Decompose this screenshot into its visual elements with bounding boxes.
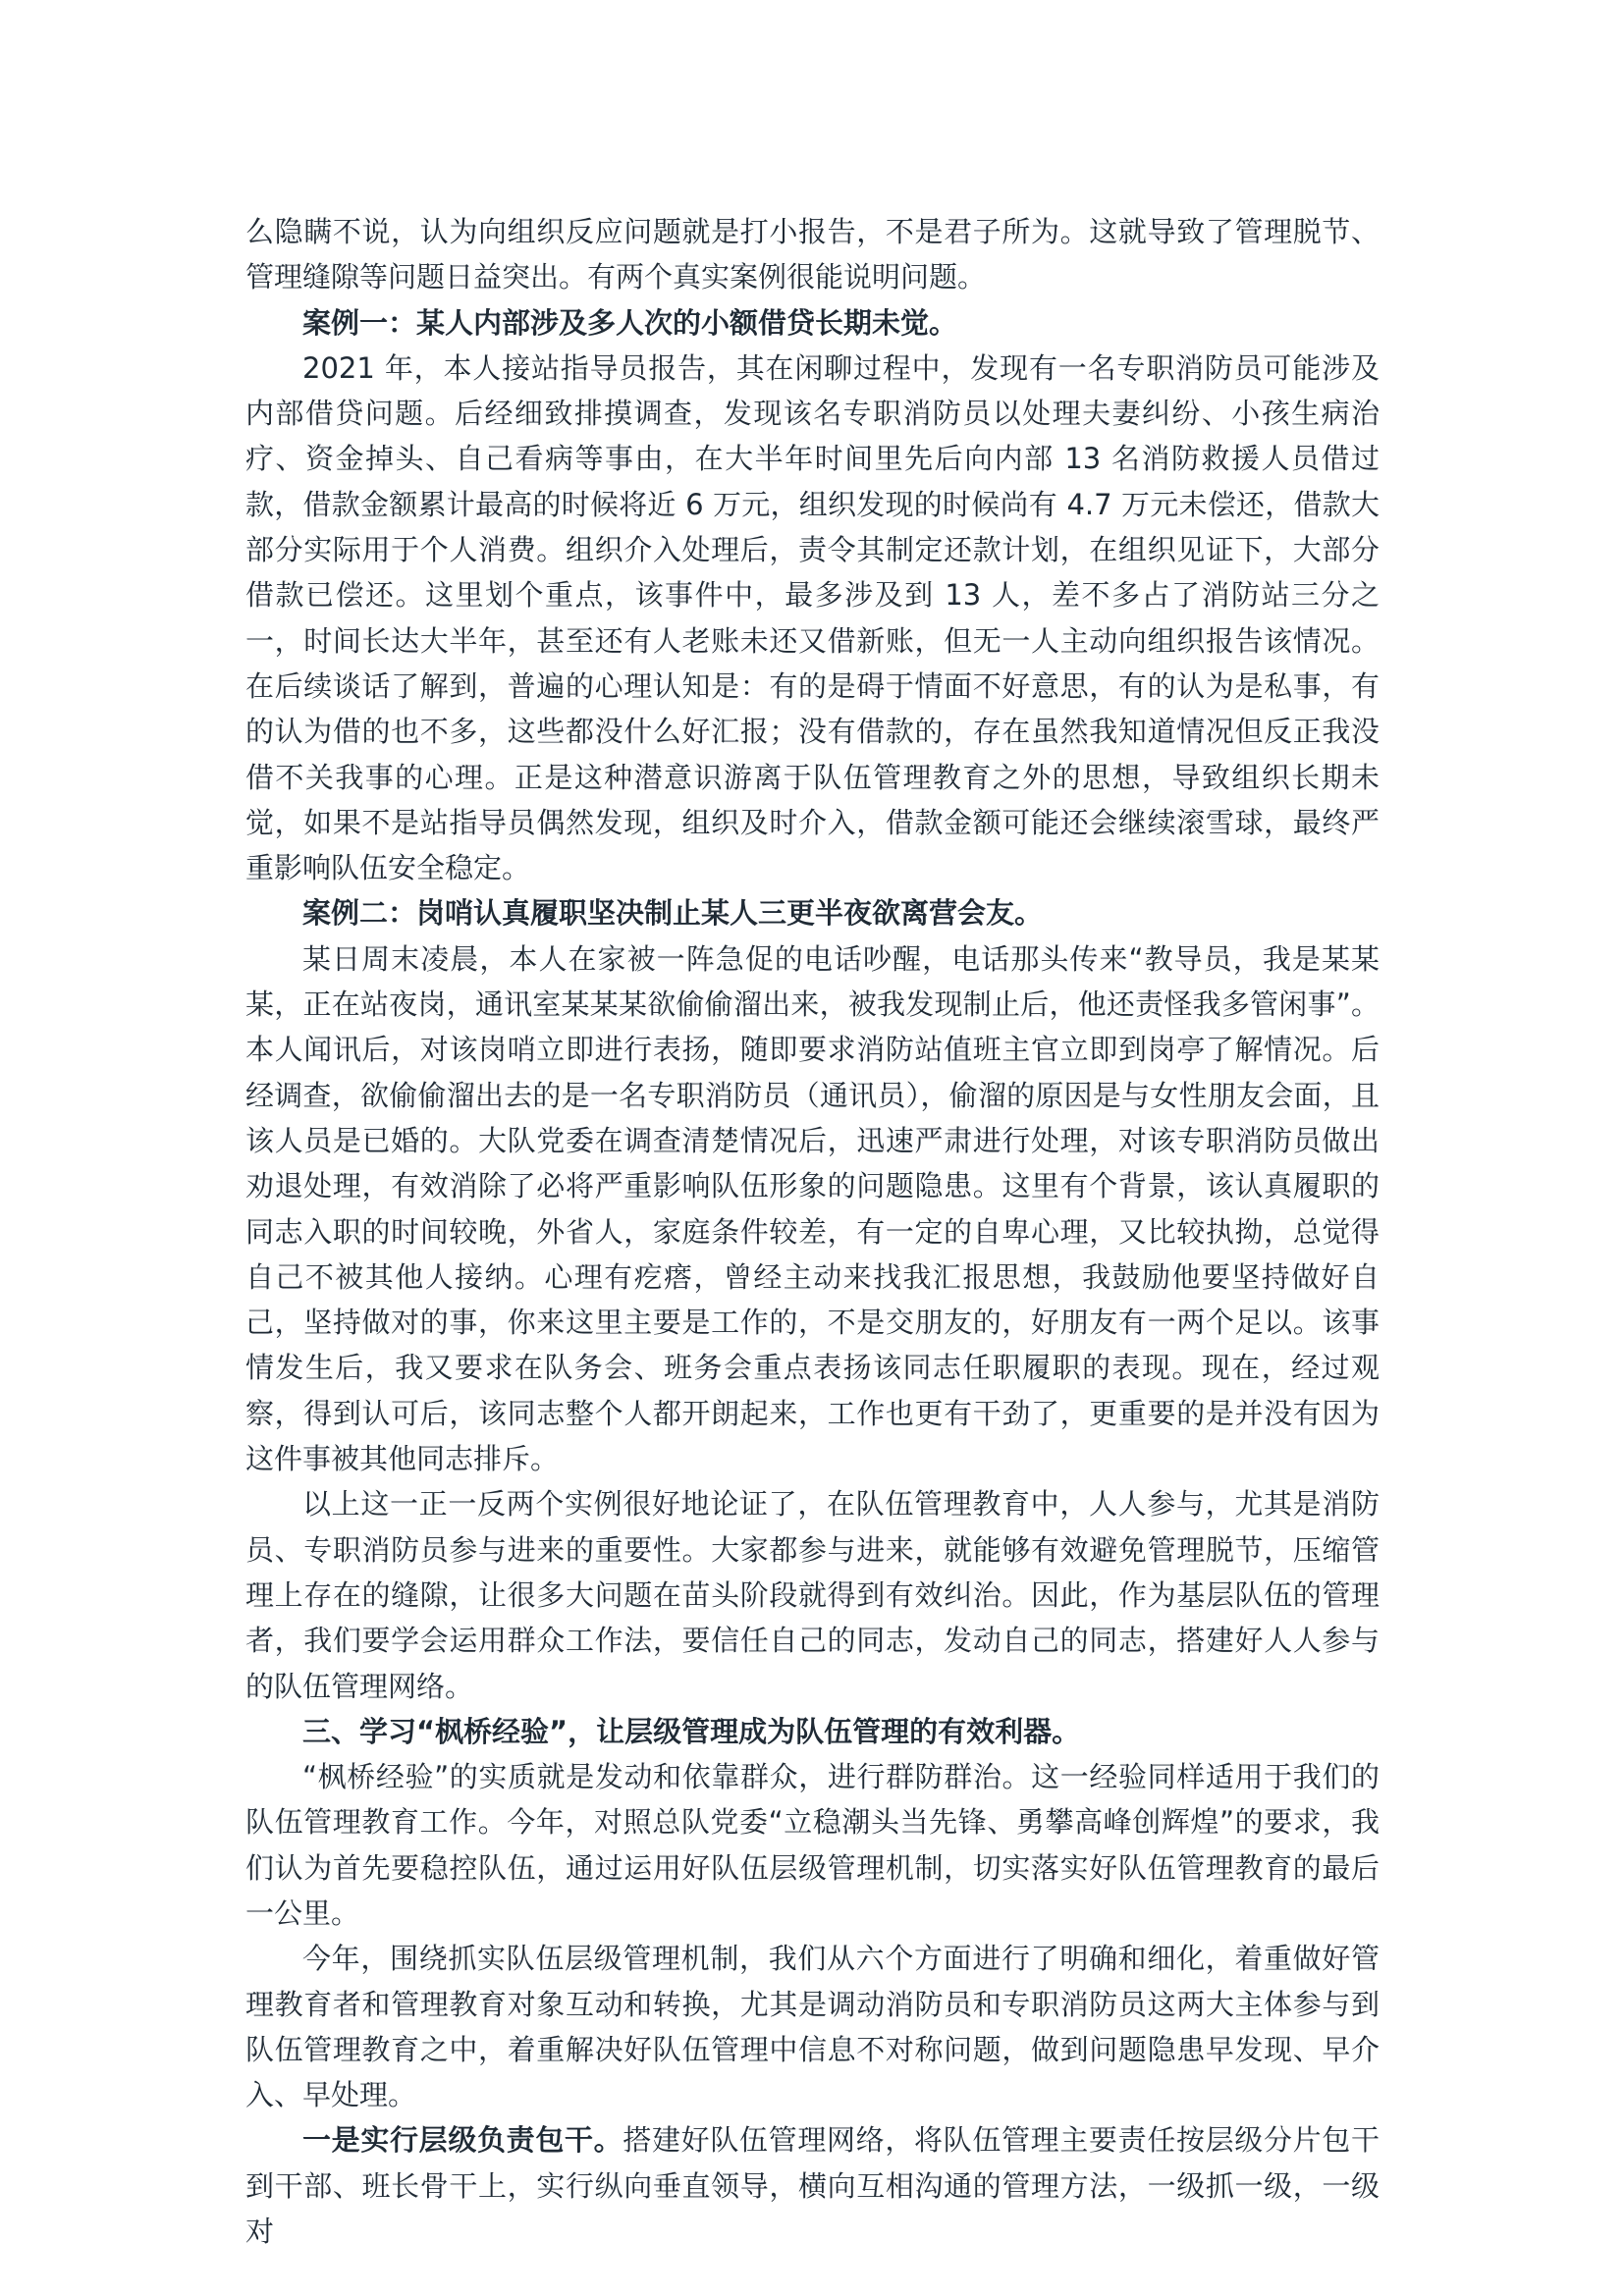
section-three-heading: 三、学习“枫桥经验”，让层级管理成为队伍管理的有效利器。 bbox=[302, 1714, 1081, 1748]
paragraph: 2021 年，本人接站指导员报告，其在闲聊过程中，发现有一名专职消防员可能涉及内部借贷问题。后经细致排摸调查，发现该名专职消防员以处理夫妻纠纷、小孩生病治疗、资金掉头、自己看病等事由，在大半年时间里先后向内部 13 名消防救援人员借过款，借款金额累计最高的时候将近 6 万元，组织发现的时候尚有 4.7 万元未偿还，借款大部分实际用于个人消费。组织介入处理后，责令其制定还款计划，在组织见证下，大部分借款已偿还。这里划个重点，该事件中，最多涉及到 13 人，差不多占了消防站三分之一，时间长达大半年，甚至还有人老账未还又借新账，但无一人主动向组织报告该情况。在后续谈话了解到，普遍的心理认知是：有的是碍于情面不好意思，有的认为是私事，有的认为借的也不多，这些都没什么好汇报；没有借款的，存在虽然我知道情况但反正我没借不关我事的心理。正是这种潜意识游离于队伍管理教育之外的思想，导致组织长期未觉，如果不是站指导员偶然发现，组织及时介入，借款金额可能还会继续滚雪球，最终严重影响队伍安全稳定。 bbox=[245, 350, 1380, 885]
paragraph-lead: 一是实行层级负责包干。 bbox=[302, 2123, 623, 2158]
document-body bbox=[245, 209, 1380, 2254]
paragraph-with-lead bbox=[245, 2117, 1380, 2254]
paragraph: “枫桥经验”的实质就是发动和依靠群众，进行群防群治。这一经验同样适用于我们的队伍管理教育工作。今年，对照总队党委“立稳潮头当先锋、勇攀高峰创辉煌”的要求，我们认为首先要稳控队伍，通过运用好队伍层级管理机制，切实落实好队伍管理教育的最后一公里。 bbox=[245, 1760, 1380, 1930]
paragraph: 今年，围绕抓实队伍层级管理机制，我们从六个方面进行了明确和细化，着重做好管理教育者和管理教育对象互动和转换，尤其是调动消防员和专职消防员这两大主体参与到队伍管理教育之中，着重解决好队伍管理中信息不对称问题，做到问题隐患早发现、早介入、早处理。 bbox=[245, 1942, 1380, 2112]
case-two-heading: 案例二：岗哨认真履职坚决制止某人三更半夜欲离营会友。 bbox=[302, 896, 1044, 931]
paragraph: 么隐瞒不说，认为向组织反应问题就是打小报告，不是君子所为。这就导致了管理脱节、管理缝隙等问题日益突出。有两个真实案例很能说明问题。 bbox=[245, 215, 1380, 294]
paragraph: 某日周末凌晨，本人在家被一阵急促的电话吵醒，电话那头传来“教导员，我是某某某，正在站夜岗，通讯室某某某欲偷偷溜出来，被我发现制止后，他还责怪我多管闲事”。本人闻讯后，对该岗哨立即进行表扬，随即要求消防站值班主官立即到岗亭了解情况。后经调查，欲偷偷溜出去的是一名专职消防员（通讯员），偷溜的原因是与女性朋友会面，且该人员是已婚的。大队党委在调查清楚情况后，迅速严肃进行处理，对该专职消防员做出劝退处理，有效消除了必将严重影响队伍形象的问题隐患。这里有个背景，该认真履职的同志入职的时间较晚，外省人，家庭条件较差，有一定的自卑心理，又比较执拗，总觉得自己不被其他人接纳。心理有疙瘩，曾经主动来找我汇报思想，我鼓励他要坚持做好自己，坚持做对的事，你来这里主要是工作的，不是交朋友的，好朋友有一两个足以。该事情发生后，我又要求在队务会、班务会重点表扬该同志任职履职的表现。现在，经过观察，得到认可后，该同志整个人都开朗起来，工作也更有干劲了，更重要的是并没有因为这件事被其他同志排斥。 bbox=[245, 941, 1380, 1476]
paragraph-lead-text: 搭建好队伍管理网络，将队伍管理主要责任按层级分片包干到干部、班长骨干上，实行纵向垂直领导，横向互相沟通的管理方法，一级抓一级，一级对 bbox=[245, 2123, 1380, 2249]
paragraph: 以上这一正一反两个实例很好地论证了，在队伍管理教育中，人人参与，尤其是消防员、专职消防员参与进来的重要性。大家都参与进来，就能够有效避免管理脱节，压缩管理上存在的缝隙，让很多大问题在苗头阶段就得到有效纠治。因此，作为基层队伍的管理者，我们要学会运用群众工作法，要信任自己的同志，发动自己的同志，搭建好人人参与的队伍管理网络。 bbox=[245, 1487, 1380, 1703]
case-one-heading: 案例一：某人内部涉及多人次的小额借贷长期未觉。 bbox=[302, 305, 958, 340]
